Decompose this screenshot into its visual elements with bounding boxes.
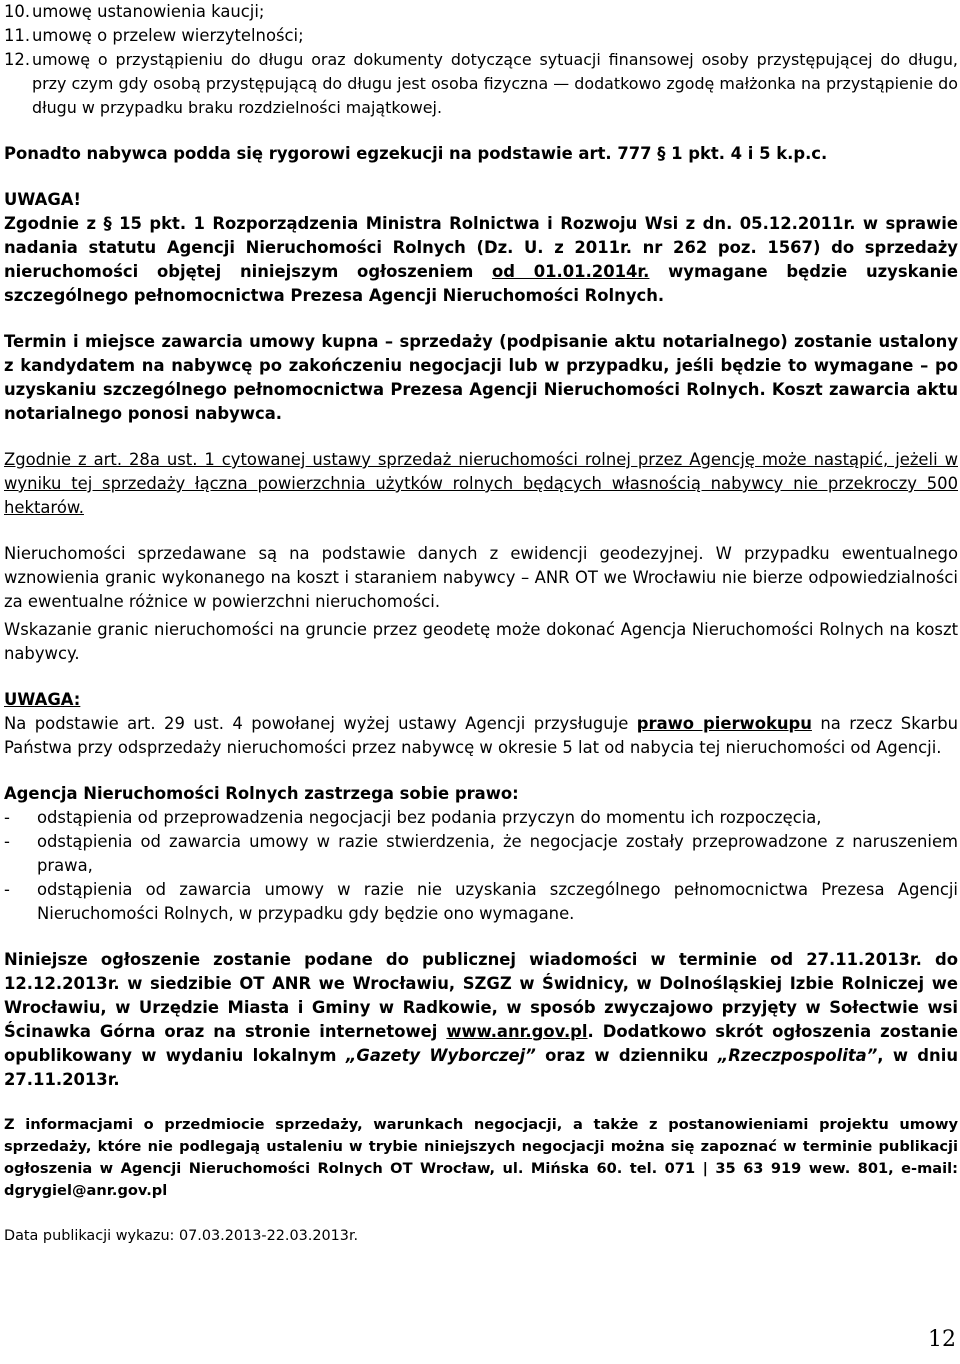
page-number: 12	[928, 1327, 956, 1352]
notice-paragraph-1	[4, 212, 958, 308]
enforcement-paragraph: Ponadto nabywca podda się rygorowi egzekucji na podstawie art. 777 § 1 pkt. 4 i 5 k.p.c.	[4, 144, 828, 163]
document-page	[4, 0, 958, 1248]
notice-text: wymagane będzie uzyskanie szczególnego pełnomocnictwa Prezesa Agencji Nieruchomości Rolnych.	[4, 262, 958, 305]
list-text: umowę o przystąpieniu do długu oraz dokumenty dotyczące sytuacji finansowej osoby przystępującej do długu, przy czym gdy osobą przystępującą do długu jest osoba fizyczna — dodatkowo zgodę małżonka na przystąpienie do długu w przypadku braku rozdzielności majątkowej.	[32, 50, 958, 117]
publication-paragraph	[4, 948, 958, 1092]
contact-paragraph: Z informacjami o przedmiocie sprzedaży, warunkach negocjacji, a także z postanowieniami projektu umowy sprzedaży, które nie podlegają ustaleniu w trybie niniejszych negocjacji można się zapoznać w terminie publikacji ogłoszenia w Agencji Nieruchomości Rolnych OT Wrocław, ul. Mińska 60. tel. 071 | 35 63 919 wew. 801, e-mail: dgrygiel@anr.gov.pl	[4, 1116, 958, 1199]
rights-heading: Agencja Nieruchomości Rolnych zastrzega sobie prawo:	[4, 784, 519, 803]
preemption-text: Na podstawie art. 29 ust. 4 powołanej wyżej ustawy Agencji przysługuje	[4, 714, 637, 733]
article-28a-paragraph: Zgodnie z art. 28a ust. 1 cytowanej ustawy sprzedaż nieruchomości rolnej przez Agencję może nastąpić, jeżeli w wyniku tej sprzedaży łączna powierzchnia użytków rolnych będących własnością nabywcy nie przekroczy 500 hektarów.	[4, 450, 958, 517]
publication-date: Data publikacji wykazu: 07.03.2013-22.03.2013r.	[4, 1228, 359, 1244]
publication-text: Niniejsze ogłoszenie zostanie podane do publicznej wiadomości w terminie od 27.11.2013r. do 12.12.2013r. w siedzibie OT ANR we Wrocławiu, SZGZ w Świdnicy, w Dolnośląskiej Izbie Rolniczej we Wrocławiu, w Urzędzie Miasta i Gminy w Radkowie, w sposób zwyczajowo przyjęty w Sołectwie wsi Ścinawka Górna oraz na stronie internetowej	[4, 950, 958, 1041]
dash-bullet: -	[4, 808, 10, 827]
preemption-text: na rzecz Skarbu Państwa przy odsprzedaży nieruchomości przez nabywcę w okresie 5 lat od nabycia tej nieruchomości od Agencji.	[4, 714, 958, 757]
list-item	[4, 48, 958, 120]
newspaper-name: „Rzeczpospolita”	[717, 1046, 878, 1065]
list-item	[4, 830, 958, 878]
dash-bullet: -	[4, 880, 10, 899]
list-text: umowę ustanowienia kaucji;	[32, 2, 265, 21]
notice-text: Zgodnie z § 15 pkt. 1 Rozporządzenia Ministra Rolnictwa i Rozwoju Wsi z dn. 05.12.2011r. w sprawie nadania statutu Agencji Nieruchomości Rolnych (Dz. U. z 2011r. nr 262 poz. 1567) do sprzedaży nieruchomości objętej niniejszym ogłoszeniem	[4, 214, 958, 281]
dash-bullet: -	[4, 832, 10, 851]
list-item	[4, 806, 958, 830]
list-number: 10.	[4, 2, 31, 21]
term-paragraph: Termin i miejsce zawarcia umowy kupna – sprzedaży (podpisanie aktu notarialnego) zostanie ustalony z kandydatem na nabywcę po zakończeniu negocjacji lub w przypadku, jeśli będzie to wymagane – po uzyskaniu szczególnego pełnomocnictwa Prezesa Agencji Nieruchomości Rolnych. Koszt zawarcia aktu notarialnego ponosi nabywca.	[4, 332, 958, 423]
list-text: odstąpienia od zawarcia umowy w razie nie uzyskania szczególnego pełnomocnictwa Prezesa Agencji Nieruchomości Rolnych, w przypadku gdy będzie ono wymagane.	[37, 880, 958, 923]
notice-heading-2: UWAGA:	[4, 690, 81, 709]
publication-text: . Dodatkowo skrót ogłoszenia zostanie opublikowany w wydaniu lokalnym	[4, 1022, 958, 1065]
list-number: 12.	[4, 50, 31, 69]
publication-text: oraz w dzienniku	[535, 1046, 718, 1065]
boundaries-paragraph: Nieruchomości sprzedawane są na podstawie danych z ewidencji geodezyjnej. W przypadku ewentualnego wznowienia granic wykonanego na koszt i staraniem nabywcy – ANR OT we Wrocławiu nie bierze odpowiedzialności za ewentualne różnice w powierzchni nieruchomości.	[4, 544, 958, 611]
list-item	[4, 0, 958, 24]
preemption-right: prawo pierwokupu	[636, 714, 812, 733]
list-item	[4, 24, 958, 48]
publication-text: , w dniu 27.11.2013r.	[4, 1046, 958, 1089]
newspaper-name: „Gazety Wyborczej”	[345, 1046, 536, 1065]
preemption-paragraph	[4, 712, 958, 760]
notice-heading-1: UWAGA!	[4, 190, 81, 209]
list-text: odstąpienia od przeprowadzenia negocjacji bez podania przyczyn do momentu ich rozpoczęcia,	[37, 808, 822, 827]
list-text: odstąpienia od zawarcia umowy w razie stwierdzenia, że negocjacje zostały przeprowadzone z naruszeniem prawa,	[37, 832, 958, 875]
notice-date: od 01.01.2014r.	[492, 262, 650, 281]
rights-list	[4, 806, 958, 926]
website-link[interactable]: www.anr.gov.pl	[446, 1022, 588, 1041]
list-number: 11.	[4, 26, 31, 45]
surveyor-paragraph: Wskazanie granic nieruchomości na gruncie przez geodetę może dokonać Agencja Nieruchomości Rolnych na koszt nabywcy.	[4, 620, 958, 663]
list-item	[4, 878, 958, 926]
list-text: umowę o przelew wierzytelności;	[32, 26, 304, 45]
